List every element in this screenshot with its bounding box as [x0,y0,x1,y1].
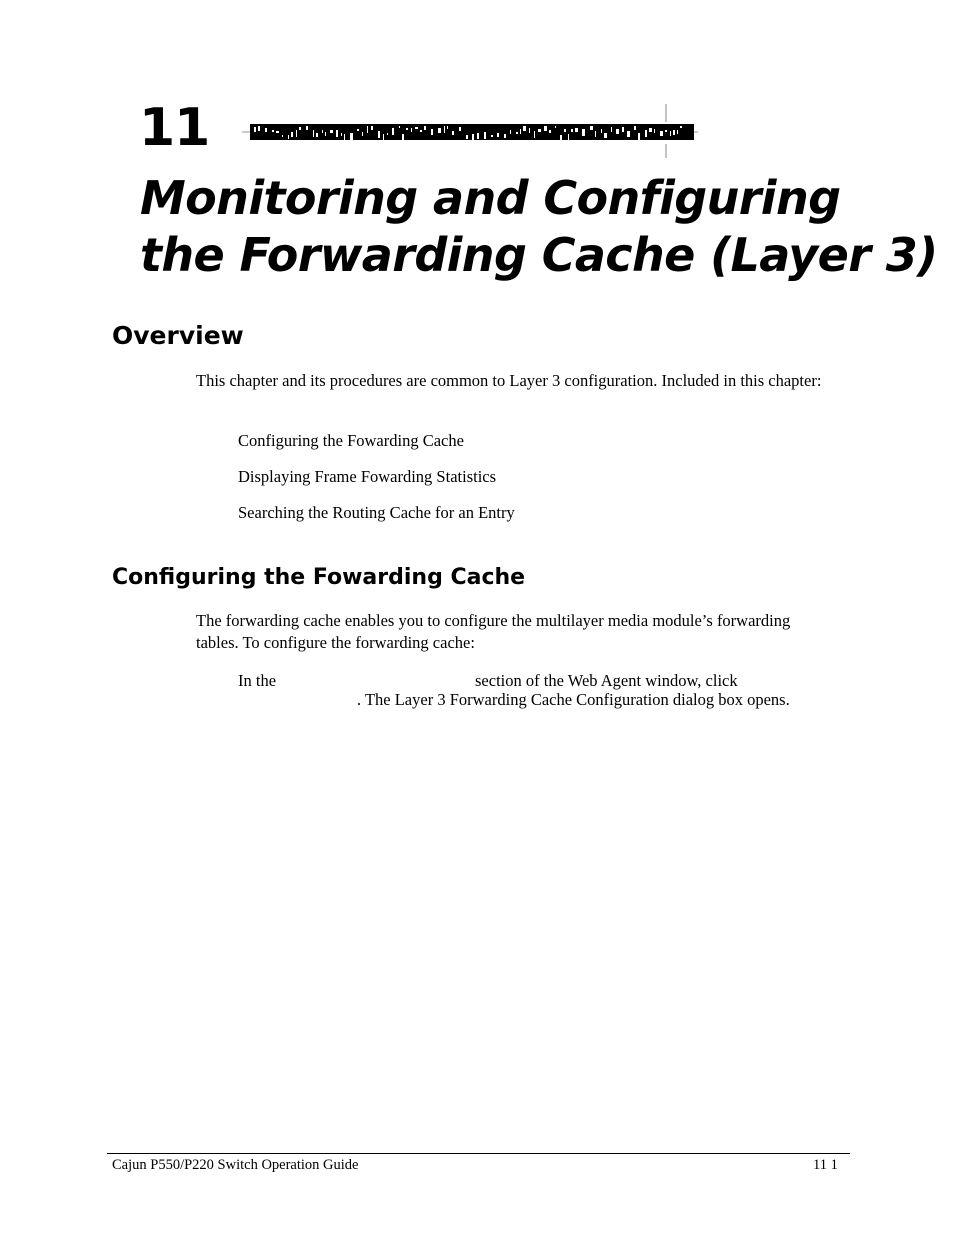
bar-mark [564,129,566,132]
bar-mark [291,132,293,137]
bar-mark [272,130,274,132]
bar-mark [627,131,630,137]
bar-mark [316,133,318,137]
bar-mark [534,131,535,138]
bar-mark [638,133,640,140]
chapter-title-line-1: Monitoring and Configuring [140,171,841,225]
bar-mark [357,129,359,131]
bar-mark [459,127,461,131]
bar-mark [645,130,647,137]
bar-mark [411,128,412,132]
bar-mark [276,131,279,133]
bar-mark [424,126,426,130]
bar-mark [322,130,323,133]
bar-mark [378,131,380,138]
bar-mark [622,127,624,132]
bar-mark [560,135,562,140]
bar-mark [466,135,468,139]
bar-mark [306,126,308,130]
step-text-end: section of the Web Agent window, click [475,671,738,690]
bar-mark [299,127,301,130]
chapter-title [140,170,938,284]
bar-mark [654,129,655,133]
bar-mark [571,129,573,132]
bar-mark [399,126,400,128]
bar-mark [444,126,445,133]
bar-mark [402,134,404,140]
bar-mark [387,133,388,135]
bar-mark [523,126,526,131]
bar-mark [555,126,556,128]
bar-mark [288,135,289,139]
bar-mark [673,130,675,135]
step-text-continuation: . The Layer 3 Forwarding Cache Configuration dialog box opens. [357,690,790,709]
bar-mark [420,130,422,132]
overview-paragraph: This chapter and its procedures are common to Layer 3 configuration. Included in this chapter: [196,371,822,390]
bar-mark [491,135,493,137]
bar-mark [575,128,578,132]
bar-mark [452,131,454,135]
bar-mark [538,129,541,132]
bar-mark [604,133,607,138]
bar-mark [665,130,667,132]
configuring-paragraph: The forwarding cache enables you to configure the multilayer media module’s forwarding tables. To configure the forwarding cache: [196,611,791,652]
bar-mark [670,131,671,136]
bar-mark [438,128,441,133]
bar-mark [677,130,678,134]
bar-mark [660,131,663,136]
bar-mark [680,126,682,128]
bar-mark [362,132,363,136]
chapter-number: 11 [139,98,210,158]
bar-mark [282,135,283,137]
bar-mark [313,130,314,137]
bar-mark [350,133,353,140]
footer-page-number: 11 1 [813,1157,838,1173]
bar-mark [510,130,511,134]
bar-mark [447,126,448,129]
bar-mark [484,132,486,139]
bar-mark [590,126,593,130]
bar-mark [582,129,585,136]
list-item: Searching the Routing Cache for an Entry [238,503,515,522]
bar-mark [649,128,652,132]
bar-mark [341,133,342,136]
bar-mark [296,130,297,137]
bar-mark [431,129,433,135]
list-item: Configuring the Fowarding Cache [238,431,464,450]
bar-mark [516,132,518,134]
bar-mark [330,130,333,133]
bar-mark [616,129,619,134]
step-text-start: In the [238,671,277,690]
bar-mark [568,134,569,140]
bar-mark [254,127,256,132]
bar-mark [611,127,612,132]
bar-mark [325,132,326,136]
bar-mark [406,128,408,130]
bar-mark [549,130,551,133]
bar-mark [367,126,368,133]
bar-mark [371,126,373,130]
chapter-title-line-2: the Forwarding Cache (Layer 3) [140,228,938,282]
bar-mark [595,131,596,137]
list-item: Displaying Frame Fowarding Statistics [238,467,497,486]
bar-mark [601,129,602,133]
bar-mark [529,128,530,133]
bar-mark [258,126,260,131]
footer-rule [107,1153,850,1154]
bar-mark [634,126,636,130]
bar-mark [497,133,499,137]
bar-mark [383,134,384,140]
bar-mark [415,127,418,129]
footer-guide-title: Cajun P550/P220 Switch Operation Guide [112,1157,359,1173]
bar-mark [265,128,267,132]
overview-heading: Overview [112,321,244,350]
bar-mark [472,134,474,141]
bar-mark [477,133,479,139]
bar-mark [504,134,506,138]
bar-mark [544,126,547,131]
bar-mark [392,128,394,135]
chapter-decorative-bar [242,104,702,160]
configuring-heading: Configuring the Fowarding Cache [112,565,526,590]
bar-mark [336,130,338,137]
bar-mark [520,129,521,134]
bar-mark [344,134,345,140]
